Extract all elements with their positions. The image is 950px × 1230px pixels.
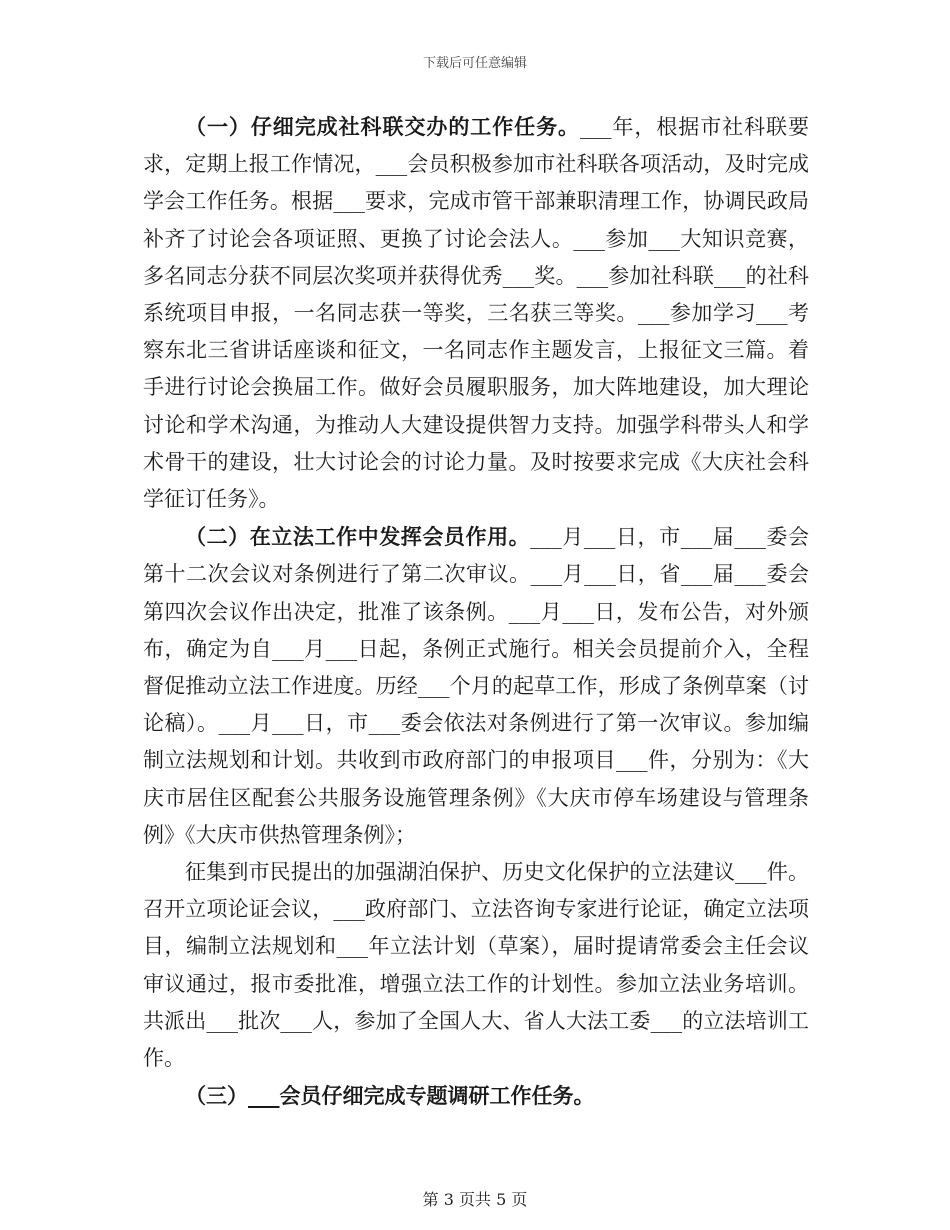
- section-2-paragraph: [143, 518, 809, 854]
- legislative-suggestions-paragraph: 征集到市民提出的加强湖泊保护、历史文化保护的立法建议___件。召开立项论证会议，___政府部门、立法咨询专家进行论证，确定立法项目，编制立法规划和___年立法计划（草案），届时提请常委会主任会议审议通过，报市委批准，增强立法工作的计划性。参加立法业务培训。共派出___批次___人，参加了全国人大、省人大法工委___的立法培训工作。: [143, 860, 809, 1071]
- section-1-text: ___年，根据市社科联要求，定期上报工作情况，___会员积极参加市社科联各项活动，及时完成学会工作任务。根据___要求，完成市管干部兼职清理工作，协调民政局补齐了讨论会各项证照、更换了讨论会法人。___参加___大知识竞赛，多名同志分获不同层次奖项并获得优秀___奖。___参加社科联___的社科系统项目申报，一名同志获一等奖，三名获三等奖。___参加学习___考察东北三省讲话座谈和征文，一名同志作主题发言，上报征文三篇。着手进行讨论会换届工作。做好会员履职服务，加大阵地建设，加大理论讨论和学术沟通，为推动人大建设提供智力支持。加强学科带头人和学术骨干的建设，壮大讨论会的讨论力量。及时按要求完成《大庆社会科学征订任务》。: [143, 115, 809, 512]
- document-body: [143, 108, 809, 1114]
- page-header: 下载后可任意编辑: [422, 56, 527, 71]
- section-1-paragraph: [143, 108, 809, 518]
- section-1-heading: （一）仔细完成社科联交办的工作任务。: [185, 114, 580, 139]
- section-2-text: ___月___日，市___届___委会第十二次会议对条例进行了第二次审议。___月___日，省___届___委会第四次会议作出决定，批准了该条例。___月___日，发布公告，对外颁布，确定为自___月___日起，条例正式施行。相关会员提前介入，全程督促推动立法工作进度。历经___个月的起草工作，形成了条例草案（讨论稿）。___月___日，市___委会依法对条例进行了第一次审议。参加编制立法规划和计划。共收到市政府部门的申报项目___件，分别为：《大庆市居住区配套公共服务设施管理条例》《大庆市停车场建设与管理条例》《大庆市供热管理条例》；: [143, 525, 810, 847]
- section-3-heading: （三）___会员仔细完成专题调研工作任务。: [185, 1083, 595, 1109]
- page-number: 第 3 页共 5 页: [422, 1190, 528, 1209]
- section-2-heading: （二）在立法工作中发挥会员作用。: [185, 524, 531, 550]
